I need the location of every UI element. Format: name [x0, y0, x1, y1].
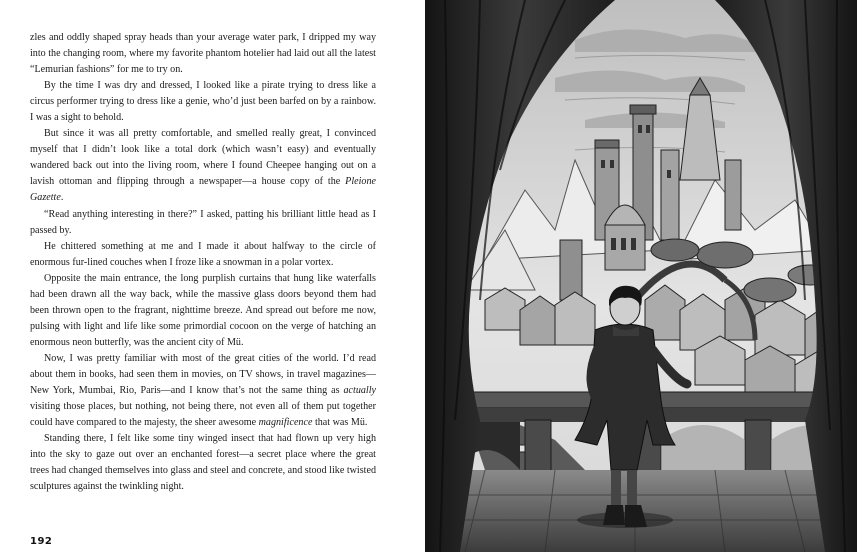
text-run: By the time I was dry and dressed, I looked like a pirate trying to dress like a circus performer trying to dress like a genie, who’d just been barfed on by a rainbow. I was a sight to behold. — [30, 80, 376, 124]
text-run: visiting those places, but nothing, not being there, not even all of them put together could have compared to the majesty, the sheer awesome — [30, 401, 376, 429]
text-run: But since it was all pretty comfortable, and smelled really great, I convinced myself that I didn’t look like a total dork (which wasn’t easy) and eventually wandered back out into the living room, where I found Cheepee hanging out on a lavish ottoman and flipping through a newspaper—a house copy of the — [30, 128, 376, 188]
paragraph — [30, 271, 376, 351]
italic-text: magnificence — [258, 417, 313, 429]
text-run: zles and oddly shaped spray heads than your average water park, I dripped my way into the changing room, where my favorite phantom hotelier had laid out all the latest “Lemurian fashions” for me to try on. — [30, 32, 376, 76]
paragraph — [30, 126, 376, 206]
paragraph — [30, 207, 376, 239]
text-run: . — [60, 192, 64, 204]
italic-text: actually — [343, 385, 376, 397]
text-run: “Read anything interesting in there?” I asked, patting his brilliant little head as I passed by. — [30, 208, 376, 236]
paragraph — [30, 30, 376, 78]
illustration-page — [425, 0, 857, 552]
paragraph — [30, 78, 376, 126]
text-page — [0, 0, 425, 552]
text-run: that was Mü. — [312, 417, 368, 429]
text-run: Opposite the main entrance, the long purplish curtains that hung like waterfalls had been drawn all the way back, while the massive glass doors beyond them had been thrown open to the fragrant, nighttime breeze. And spread out before me now, pulsing with light and life like some primordial cocoon on the verge of hatching an enormous neon butterfly, was the ancient city of Mü. — [30, 272, 376, 348]
paragraph — [30, 239, 376, 271]
city-balcony-illustration — [425, 0, 857, 552]
text-run: Now, I was pretty familiar with most of the great cities of the world. I’d read about them in books, had seen them in movies, on TV shows, in travel magazines—New York, Mumbai, Rio, Paris—and I know that’s not the same thing as — [30, 352, 376, 397]
paragraph — [30, 351, 376, 431]
paragraph — [30, 431, 376, 495]
italic-text: Pleione Gazette — [30, 176, 376, 204]
text-run: He chittered something at me and I made it about halfway to the circle of enormous fur-lined couches when I froze like a snowman in a polar vortex. — [30, 240, 376, 268]
body-text — [30, 30, 376, 495]
page-number: 192 — [30, 536, 53, 547]
text-run: Standing there, I felt like some tiny winged insect that had flown up very high into the sky to gaze out over an enchanted forest—a secret place where the great trees had changed themselves into glass and steel and concrete, and stood like twisted sculptures against the twinkling night. — [30, 433, 376, 493]
